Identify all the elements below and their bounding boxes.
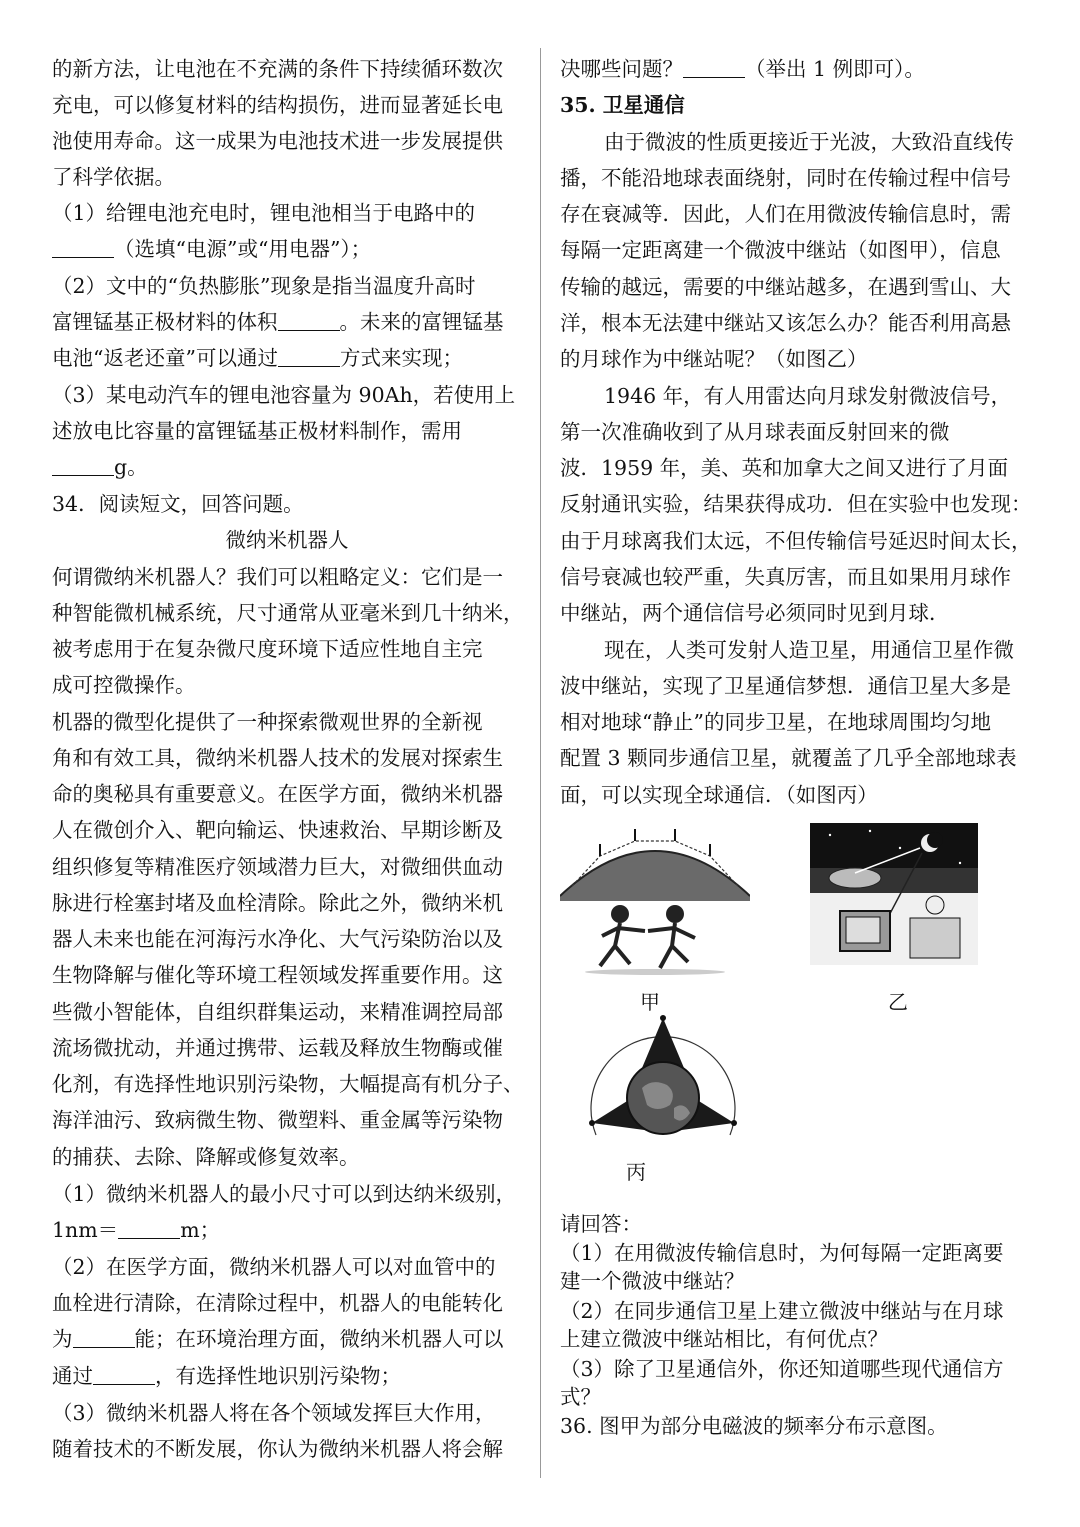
question-34-2-line2: 血栓进行清除，在清除过程中，机器人的电能转化 [52,1291,503,1315]
figure-caption: 丙 [626,1160,646,1184]
text-line: 存在衰减等．因此，人们在用微波传输信息时，需 [560,202,1011,226]
answer-blank[interactable] [52,455,114,476]
question-35-1: （1）在用微波传输信息时，为何每隔一定距离要 [560,1241,1004,1265]
text-line: 相对地球“静止”的同步卫星，在地球周围均匀地 [560,710,991,734]
answer-blank[interactable] [73,1327,135,1348]
figure-bing-three-satellites [582,1013,744,1151]
text-line: 由于月球离我们太远，不但传输信号延迟时间太长， [560,529,1032,553]
answer-blank[interactable] [93,1364,155,1385]
question-35-heading: 35. 卫星通信 [560,93,685,117]
answer-blank[interactable] [278,346,340,367]
question-34-3-line3: 决哪些问题？ （举出 1 例即可）。 [560,57,925,81]
text-line: 何谓微纳米机器人？我们可以粗略定义：它们是一 [52,565,503,589]
question-34-3: （3）微纳米机器人将在各个领域发挥巨大作用， [52,1401,496,1425]
answer-blank[interactable] [118,1218,180,1239]
text-line: 化剂，有选择性地识别污染物，大幅提高有机分子、 [52,1072,524,1096]
text-line: 播，不能沿地球表面绕射，同时在传输过程中信号 [560,166,1011,190]
text-line: 面，可以实现全球通信．（如图丙） [560,783,878,807]
question-33-2: （2）文中的“负热膨胀”现象是指当温度升高时 [52,274,476,298]
question-34-2-line3: 为 能；在环境治理方面，微纳米机器人可以 [52,1327,504,1351]
question-35-3: （3）除了卫星通信外，你还知道哪些现代通信方 [560,1357,1004,1381]
text-line: 配置 3 颗同步通信卫星，就覆盖了几乎全部地球表 [560,746,1017,770]
text-line: 的新方法，让电池在不充满的条件下持续循环数次 [52,57,503,81]
text-line: 机器的微型化提供了一种探索微观世界的全新视 [52,710,483,734]
text-line: 流场微扰动，并通过携带、运载及释放生物酶或催 [52,1036,503,1060]
text-line: 种智能微机械系统，尺寸通常从亚毫米到几十纳米， [52,601,524,625]
text-line: 洋，根本无法建中继站又该怎么办？能否利用高悬 [560,311,1011,335]
text-line: 反射通讯实验，结果获得成功．但在实验中也发现： [560,492,1032,516]
text-line: 了科学依据。 [52,165,175,189]
question-34-1-line2: 1nm＝ m； [52,1218,221,1242]
question-33-2-line2: 富锂锰基正极材料的体积 。未来的富锂锰基 [52,310,504,334]
text-line: 命的奥秘具有重要意义。在医学方面，微纳米机器 [52,782,503,806]
text-line: 波．1959 年，美、英和加拿大之间又进行了月面 [560,456,1009,480]
text-line: 成可控微操作。 [52,673,196,697]
answer-blank[interactable] [683,57,745,78]
text-line: 人在微创介入、靶向输运、快速救治、早期诊断及 [52,818,503,842]
text-line: 的捕获、去除、降解或修复效率。 [52,1145,360,1169]
figure-yi-moon-relay [810,823,978,965]
article-title: 微纳米机器人 [225,528,349,552]
question-35-2-line2: 上建立微波中继站相比，有何优点？ [560,1327,888,1351]
text-line: 1946 年，有人用雷达向月球发射微波信号， [604,384,1012,408]
question-35-3-line2: 式？ [560,1385,601,1409]
text-line: 充电，可以修复材料的结构损伤，进而显著延长电 [52,93,503,117]
column-divider [540,48,541,1478]
text-line: 生物降解与催化等环境工程领域发挥重要作用。这 [52,963,503,987]
text-line: 波中继站，实现了卫星通信梦想．通信卫星大多是 [560,674,1011,698]
text-line: 脉进行栓塞封堵及血栓清除。除此之外，微纳米机 [52,891,503,915]
question-33-2-line3: 电池“返老还童”可以通过 方式来实现； [52,346,463,370]
question-34-2: （2）在医学方面，微纳米机器人可以对血管中的 [52,1255,496,1279]
question-35-2: （2）在同步通信卫星上建立微波中继站与在月球 [560,1299,1004,1323]
figure-caption: 甲 [640,990,660,1014]
text-line: 海洋油污、致病微生物、微塑料、重金属等污染物 [52,1108,503,1132]
question-34-2-line4: 通过 ，有选择性地识别污染物； [52,1364,401,1388]
question-33-3-line3: g。 [52,452,148,482]
text-line: 传输的越远，需要的中继站越多，在遇到雪山、大 [560,275,1011,299]
question-33-1-line2: （选填“电源”或“用电器”）； [52,234,371,264]
question-34-3-line2: 随着技术的不断发展，你认为微纳米机器人将会解 [52,1437,503,1461]
question-34-heading: 34．阅读短文，回答问题。 [52,492,304,516]
question-36: 36. 图甲为部分电磁波的频率分布示意图。 [560,1414,948,1438]
text-line: 的月球作为中继站呢？（如图乙） [560,347,868,371]
text-line: 信号衰减也较严重，失真厉害，而且如果用月球作 [560,565,1011,589]
figure-caption: 乙 [888,990,908,1014]
answer-blank[interactable] [52,237,114,258]
answer-blank[interactable] [278,310,340,331]
answer-prompt: 请回答： [560,1212,642,1236]
text-line: 第一次准确收到了从月球表面反射回来的微 [560,420,950,444]
question-35-1-line2: 建一个微波中继站？ [560,1269,745,1293]
text-line: 些微小智能体，自组织群集运动，来精准调控局部 [52,1000,503,1024]
text-line: 被考虑用于在复杂微尺度环境下适应性地自主完 [52,637,483,661]
text-line: 角和有效工具，微纳米机器人技术的发展对探索生 [52,746,503,770]
figure-jia-relay-stations [560,826,750,976]
text-line: 器人未来也能在河海污水净化、大气污染防治以及 [52,927,503,951]
question-33-3: （3）某电动汽车的锂电池容量为 90Ah，若使用上 [52,383,516,407]
question-33-1: （1）给锂电池充电时，锂电池相当于电路中的 [52,201,476,225]
text-line: 现在，人类可发射人造卫星，用通信卫星作微 [604,638,1014,662]
text-line: 由于微波的性质更接近于光波，大致沿直线传 [604,130,1014,154]
question-33-3-line2: 述放电比容量的富锂锰基正极材料制作，需用 [52,419,462,443]
text-line: 中继站，两个通信信号必须同时见到月球． [560,601,950,625]
question-34-1: （1）微纳米机器人的最小尺寸可以到达纳米级别， [52,1182,517,1206]
text-line: 池使用寿命。这一成果为电池技术进一步发展提供 [52,129,503,153]
text-line: 每隔一定距离建一个微波中继站（如图甲），信息 [560,238,1001,262]
text-line: 组织修复等精准医疗领域潜力巨大，对微细供血动 [52,855,503,879]
